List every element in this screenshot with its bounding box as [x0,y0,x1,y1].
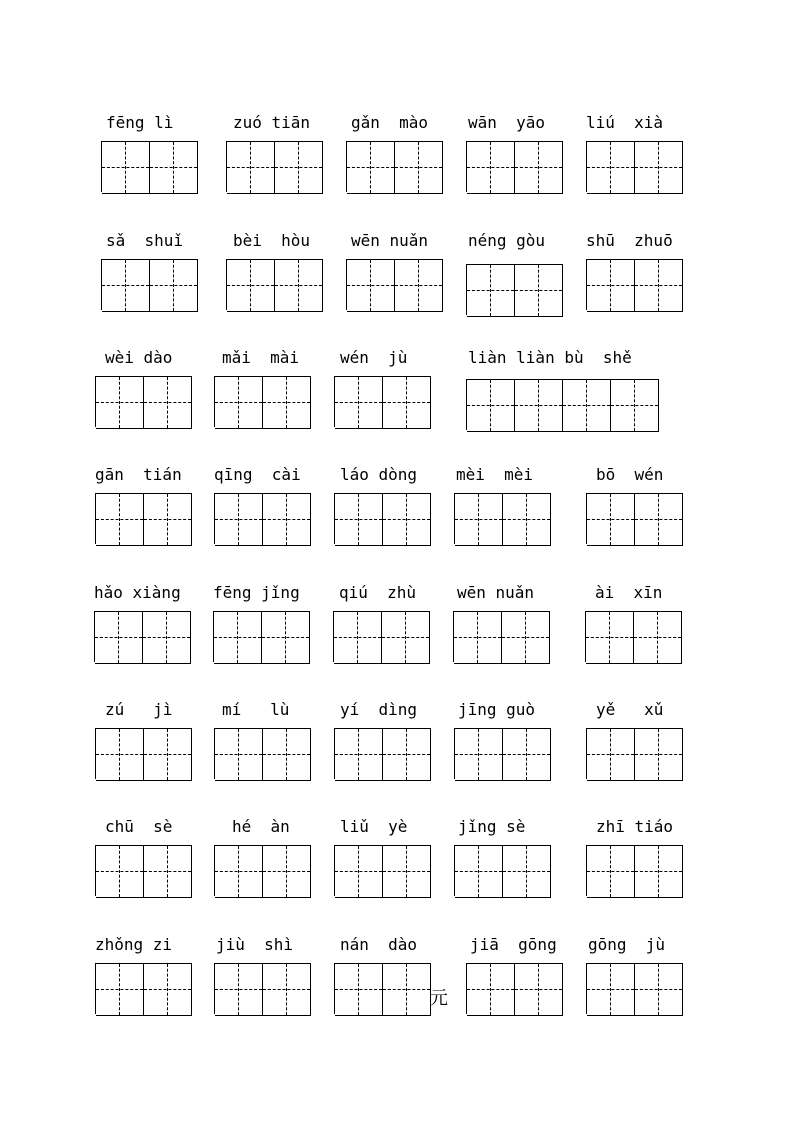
pinyin-label: wēn nuǎn [351,231,429,250]
character-box[interactable] [150,141,198,194]
character-box[interactable] [587,963,635,1016]
writing-grid [586,845,683,896]
pinyin-label: wén jù [340,348,408,367]
character-box[interactable] [502,611,550,664]
character-box[interactable] [275,259,323,312]
writing-grid [95,963,192,1014]
character-box[interactable] [467,963,515,1016]
pinyin-label: qīng cài [214,465,301,484]
character-box[interactable] [227,259,275,312]
character-box[interactable] [634,611,682,664]
writing-grid [94,611,191,662]
writing-grid [333,611,430,662]
writing-grid [214,728,311,779]
character-box[interactable] [382,611,430,664]
character-box[interactable] [263,376,311,429]
writing-grid [586,728,683,779]
writing-grid [226,141,323,192]
pinyin-label: zú jì [105,700,173,719]
pinyin-label: liàn liàn bù shě [468,348,632,367]
character-box[interactable] [587,493,635,546]
character-box[interactable] [467,379,515,432]
writing-grid [466,141,563,192]
writing-grid [214,493,311,544]
character-box[interactable] [263,728,311,781]
writing-grid [466,379,659,430]
character-box[interactable] [96,493,144,546]
writing-grid [101,259,198,310]
pinyin-label: liǔ yè [340,817,408,836]
character-box[interactable] [144,728,192,781]
character-box[interactable] [150,259,198,312]
pinyin-label: ài xīn [595,583,663,602]
character-box[interactable] [515,379,563,432]
character-box[interactable] [515,963,563,1016]
character-box[interactable] [455,728,503,781]
character-box[interactable] [263,845,311,898]
character-box[interactable] [144,845,192,898]
character-box[interactable] [635,728,683,781]
character-box[interactable] [383,493,431,546]
character-box[interactable] [515,264,563,317]
character-box[interactable] [143,611,191,664]
character-box[interactable] [515,141,563,194]
character-box[interactable] [635,963,683,1016]
pinyin-label: jiā gōng [470,935,557,954]
character-box[interactable] [96,728,144,781]
writing-grid [101,141,198,192]
writing-grid [334,728,431,779]
character-box[interactable] [503,728,551,781]
character-box[interactable] [214,611,262,664]
character-box[interactable] [587,845,635,898]
writing-grid [346,141,443,192]
character-box[interactable] [102,259,150,312]
character-box[interactable] [334,611,382,664]
pinyin-label: bō wén [596,465,664,484]
pinyin-label: wān yāo [468,113,546,132]
character-box[interactable] [383,728,431,781]
character-box[interactable] [96,963,144,1016]
character-box[interactable] [503,845,551,898]
character-box[interactable] [275,141,323,194]
character-box[interactable] [467,264,515,317]
character-box[interactable] [335,376,383,429]
pinyin-label: néng gòu [468,231,546,250]
writing-grid [334,963,431,1014]
character-box[interactable] [503,493,551,546]
pinyin-label: jīng guò [458,700,536,719]
character-box[interactable] [587,728,635,781]
character-box[interactable] [215,376,263,429]
character-box[interactable] [395,141,443,194]
character-box[interactable] [635,259,683,312]
character-box[interactable] [215,845,263,898]
pinyin-label: chū sè [105,817,173,836]
writing-grid [586,493,683,544]
writing-grid [466,264,563,315]
writing-grid [586,259,683,310]
pinyin-label: jǐng sè [458,817,526,836]
pinyin-label: zuó tiān [233,113,311,132]
writing-grid [454,728,551,779]
pinyin-label: liú xià [586,113,664,132]
writing-grid [214,963,311,1014]
pinyin-label: gōng jù [588,935,666,954]
writing-grid [453,611,550,662]
writing-grid [95,728,192,779]
character-box[interactable] [335,493,383,546]
character-box[interactable] [144,376,192,429]
character-box[interactable] [467,141,515,194]
character-box[interactable] [144,963,192,1016]
character-box[interactable] [335,963,383,1016]
character-box[interactable] [262,611,310,664]
character-box[interactable] [96,376,144,429]
character-box[interactable] [635,845,683,898]
character-box[interactable] [455,493,503,546]
writing-grid [466,963,563,1014]
character-box[interactable] [586,611,634,664]
pinyin-label: nán dào [340,935,418,954]
character-box[interactable] [395,259,443,312]
writing-grid [586,963,683,1014]
writing-grid [586,141,683,192]
writing-grid [454,493,551,544]
character-box[interactable] [95,611,143,664]
pinyin-label: hǎo xiàng [94,583,181,602]
pinyin-label: mǎi mài [222,348,300,367]
pinyin-label: sǎ shuǐ [106,231,184,250]
pinyin-label: mí lù [222,700,290,719]
writing-grid [95,376,192,427]
pinyin-label: gǎn mào [351,113,429,132]
writing-grid [213,611,310,662]
character-box[interactable] [383,845,431,898]
character-box[interactable] [587,141,635,194]
character-box[interactable] [227,141,275,194]
pinyin-label: zhǒng zi [95,935,173,954]
writing-grid [334,493,431,544]
pinyin-label: mèi mèi [456,465,534,484]
pinyin-label: hé àn [232,817,290,836]
writing-grid [585,611,682,662]
pinyin-label: bèi hòu [233,231,311,250]
pinyin-label: qiú zhù [339,583,417,602]
character-box[interactable] [335,728,383,781]
pinyin-label: láo dòng [340,465,418,484]
character-box[interactable] [263,493,311,546]
pinyin-label: shū zhuō [586,231,673,250]
pinyin-label: wēn nuǎn [457,583,535,602]
character-box[interactable] [635,493,683,546]
character-box[interactable] [455,845,503,898]
character-box[interactable] [144,493,192,546]
writing-grid [334,376,431,427]
character-box[interactable] [215,963,263,1016]
stray-character: 元 [430,988,448,1009]
character-box[interactable] [335,845,383,898]
character-box[interactable] [96,845,144,898]
writing-grid [226,259,323,310]
character-box[interactable] [347,141,395,194]
character-box[interactable] [635,141,683,194]
writing-grid [214,376,311,427]
writing-grid [214,845,311,896]
pinyin-label: zhī tiáo [596,817,674,836]
pinyin-label: yě xǔ [596,700,664,719]
pinyin-label: yí dìng [340,700,418,719]
pinyin-label: jiù shì [216,935,294,954]
character-box[interactable] [454,611,502,664]
character-box[interactable] [383,376,431,429]
character-box[interactable] [587,259,635,312]
pinyin-label: gān tián [95,465,182,484]
character-box[interactable] [563,379,611,432]
writing-grid [334,845,431,896]
pinyin-label: fēng jǐng [213,583,300,602]
writing-grid [95,845,192,896]
writing-grid [346,259,443,310]
character-box[interactable] [383,963,431,1016]
character-box[interactable] [263,963,311,1016]
writing-grid [95,493,192,544]
character-box[interactable] [215,728,263,781]
pinyin-label: wèi dào [105,348,173,367]
writing-grid [454,845,551,896]
character-box[interactable] [102,141,150,194]
pinyin-label: fēng lì [106,113,174,132]
character-box[interactable] [215,493,263,546]
character-box[interactable] [611,379,659,432]
character-box[interactable] [347,259,395,312]
